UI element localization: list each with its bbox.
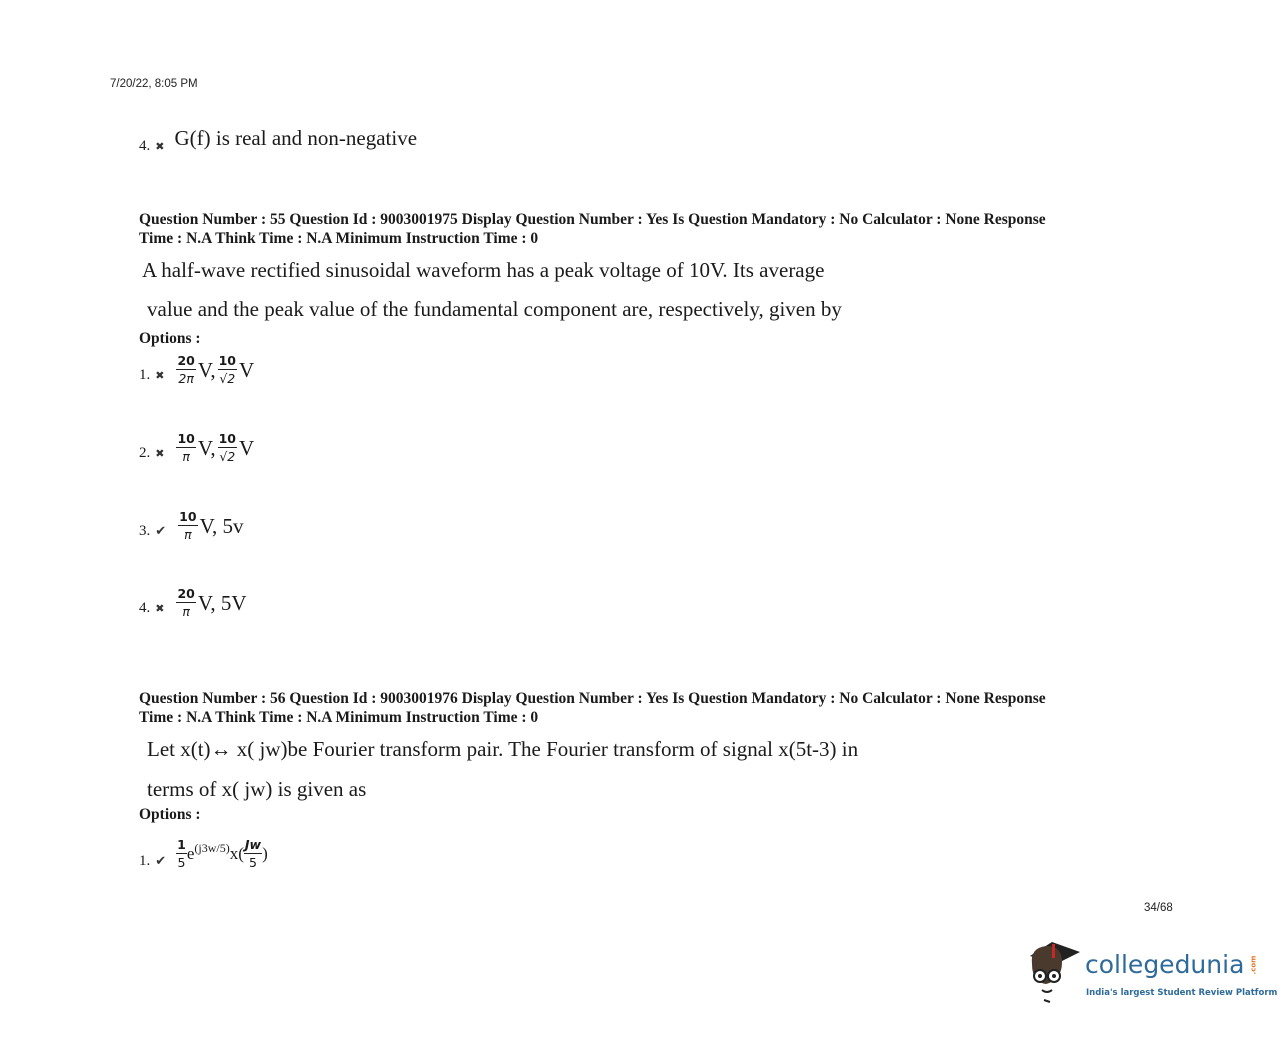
expr-text: V, xyxy=(197,357,216,382)
meta-line: Question Number : 56 Question Id : 9003001976 Display Question Number : Yes Is Question Mandatory : No Calculator : None Response xyxy=(139,690,1046,707)
fraction: $\frac{10}{\pi}$ xyxy=(179,509,197,542)
question-55-text-line-2: value and the peak value of the fundamental component are, respectively, given by xyxy=(147,297,842,321)
option-number: 1. xyxy=(139,853,151,869)
check-icon: ✔ xyxy=(155,854,167,869)
meta-line: Question Number : 55 Question Id : 9003001975 Display Question Number : Yes Is Question Mandatory : No Calculator : None Response xyxy=(139,211,1046,228)
option-number: 3. xyxy=(139,523,151,539)
fraction: $\frac{1}{5}$ xyxy=(177,837,186,870)
expr-text: ) xyxy=(262,844,268,863)
option-expression xyxy=(176,838,268,870)
question-56-text-line-1: Let x(t)↔ x( jw)be Fourier transform pair. The Fourier transform of signal x(5t-3) in xyxy=(147,737,859,761)
option-number: 2. xyxy=(139,445,151,461)
cross-icon: ✖ xyxy=(155,602,165,615)
exponent: (j3w/5) xyxy=(194,840,230,855)
print-timestamp: 7/20/22, 8:05 PM xyxy=(110,78,198,90)
options-label: Options : xyxy=(139,806,201,823)
meta-line: Time : N.A Think Time : N.A Minimum Instruction Time : 0 xyxy=(139,709,539,726)
expr-text: V, 5V xyxy=(197,590,247,615)
fraction: $\frac{10}{√2}$ xyxy=(218,431,236,464)
question-56-meta xyxy=(139,689,1149,727)
expr-text: V, 5v xyxy=(199,513,244,538)
prev-option-4 xyxy=(139,126,418,154)
options-label: Options : xyxy=(139,330,201,347)
option-text: G(f) is real and non-negative xyxy=(174,126,418,150)
question-56-text-line-2: terms of x( jw) is given as xyxy=(147,777,367,801)
cross-icon: ✖ xyxy=(155,140,165,153)
fraction: $\frac{20}{\pi}$ xyxy=(177,586,195,619)
fraction: $\frac{20}{2\pi}$ xyxy=(177,353,195,386)
logo-wordmark: collegedunia .com xyxy=(1085,950,1258,979)
fraction: $\frac{Jw}{5}$ xyxy=(244,837,262,870)
option-expression xyxy=(178,510,245,542)
fraction: $\frac{10}{√2}$ xyxy=(218,353,236,386)
option-expression xyxy=(176,354,256,386)
expr-text: V xyxy=(239,357,255,382)
expr-text: V xyxy=(239,435,255,460)
q56-option-1 xyxy=(139,838,268,870)
meta-line: Time : N.A Think Time : N.A Minimum Instruction Time : 0 xyxy=(139,230,539,247)
option-number: 4. xyxy=(139,600,151,616)
expr-text: e xyxy=(186,844,195,863)
page-number: 34/68 xyxy=(1144,902,1173,914)
q55-option-1 xyxy=(139,354,256,384)
option-expression xyxy=(176,432,256,464)
cross-icon: ✖ xyxy=(155,447,165,460)
option-number: 1. xyxy=(139,367,151,383)
option-expression xyxy=(176,587,248,619)
q55-option-3 xyxy=(139,510,246,540)
logo-tagline: India's largest Student Review Platform xyxy=(1086,988,1278,998)
expr-text: V, xyxy=(197,435,216,460)
expr-text: x( xyxy=(229,844,244,863)
fraction: $\frac{10}{\pi}$ xyxy=(177,431,195,464)
q55-option-4 xyxy=(139,587,249,617)
q55-option-2 xyxy=(139,432,256,462)
question-55-meta xyxy=(139,210,1149,248)
cross-icon: ✖ xyxy=(155,369,165,382)
check-icon: ✔ xyxy=(155,524,167,539)
question-55-text-line-1: A half-wave rectified sinusoidal waveform has a peak voltage of 10V. Its average xyxy=(142,258,825,282)
option-number: 4. xyxy=(139,138,151,154)
